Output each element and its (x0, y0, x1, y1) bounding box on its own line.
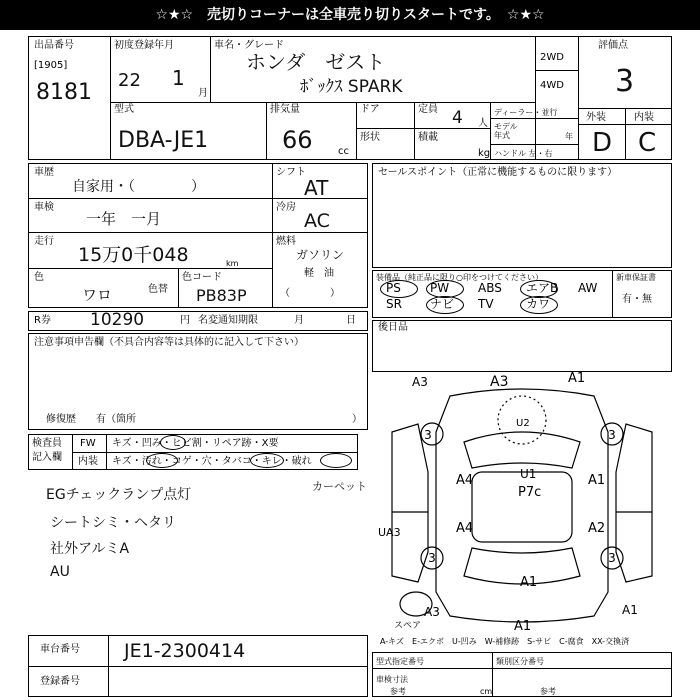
name-change-day: 日 (346, 315, 356, 326)
exterior-grade: D (592, 128, 613, 158)
shape-label: 形状 (360, 132, 380, 143)
fuel-paren: （ ） (280, 288, 340, 299)
recycle-value: 10290 (90, 310, 145, 330)
doors-label: ドア (360, 104, 380, 115)
equipment-item: PW (430, 281, 450, 295)
capacity-value: 4 (452, 108, 463, 128)
fw-items: キズ・凹み・ヒビ割・リペア跡・X要 (112, 438, 279, 449)
notes-label: 注意事項申告欄（不具合内容等は具体的に記入して下さい） (34, 337, 304, 348)
mileage-unit: km (226, 259, 239, 268)
circle-mark (520, 296, 558, 314)
color-value: ワロ (82, 286, 113, 304)
new-warranty-label: 新車保証書 (616, 273, 656, 282)
mark-a3-top: A3 (490, 374, 509, 390)
ac-label: 冷房 (276, 202, 296, 213)
note-line-4: AU (50, 564, 70, 580)
ref-2: 参考 (540, 687, 556, 696)
note-line-1: EGチェックランプ点灯 (46, 487, 192, 503)
equipment-item: SR (386, 297, 402, 311)
registration-label: 初度登録年月 (114, 40, 174, 51)
mark-a3-bottom: A3 (424, 605, 440, 619)
name-change-label: 名変通知期限 (198, 315, 258, 326)
shift-value: AT (304, 176, 329, 200)
circle-mark (320, 453, 352, 468)
mark-ua3: UA3 (378, 526, 401, 539)
type-designation-label: 型式指定番号 (376, 657, 424, 666)
mark-a1-bottom: A1 (514, 619, 532, 634)
fuel-label: 燃料 (276, 236, 296, 247)
dealer-notes-box (372, 320, 672, 372)
car-damage-diagram (372, 372, 672, 634)
load-unit: kg (478, 148, 491, 159)
ref-1: 参考 (390, 687, 406, 696)
color-code-label: 色コード (182, 272, 222, 283)
fuel-gas: ガソリン (296, 248, 345, 262)
mark-3-rl: 3 (428, 551, 436, 565)
circle-mark (160, 435, 186, 450)
equipment-item: ABS (478, 281, 502, 295)
interior-grade: C (638, 128, 657, 158)
mark-a4-left: A4 (456, 473, 474, 488)
car-name-label: 車名・グレード (214, 40, 284, 51)
mark-a2: A2 (588, 521, 606, 536)
equipment-item: カワ (526, 297, 551, 311)
mark-a1-right: A1 (588, 473, 606, 488)
mark-a1-br: A1 (622, 603, 638, 617)
drive-4wd: 4WD (540, 80, 564, 91)
recycle-label: R券 (34, 315, 51, 326)
model-year-label: モデル 年式 (494, 122, 518, 140)
color-code-value: PB83P (196, 286, 247, 305)
mark-a1-rear: A1 (520, 575, 538, 590)
equipment-item: エアB (526, 281, 559, 295)
score-label: 評価点 (598, 40, 628, 51)
circle-mark (426, 296, 464, 314)
color-label: 色 (34, 272, 44, 283)
score-value: 3 (615, 64, 635, 99)
mileage-value: 15万0千048 (78, 244, 189, 266)
registration-month-unit: 月 (198, 88, 208, 99)
color-change-label: 色替 (148, 284, 168, 295)
circle-mark (250, 453, 284, 468)
inspection-label: 車検 (34, 202, 54, 213)
capacity-label: 定員 (418, 104, 438, 115)
mark-p7c: P7c (518, 485, 542, 500)
mark-u2: U2 (516, 418, 530, 429)
chassis-value: JE1-2300414 (124, 640, 246, 662)
drive-2wd: 2WD (540, 52, 564, 63)
interior-grade-label: 内装 (634, 112, 654, 123)
equipment-item: ナビ (430, 297, 455, 311)
car-name-line1: ホンダ ゼスト (246, 50, 386, 74)
mark-a4-lower: A4 (456, 521, 474, 536)
interior-items: キズ・汚れ・コゲ・穴・タバコ・キレ・破れ (112, 456, 312, 467)
capacity-unit: 人 (478, 118, 488, 129)
equipment-label: 装備品（純正品に限り○印をつけてください） (376, 273, 543, 282)
note-line-2: シートシミ・ヘタリ (50, 515, 176, 531)
equipment-item: AW (578, 281, 598, 295)
lot-number-label: 出品番号 (34, 40, 74, 51)
displacement-unit: cc (338, 146, 349, 157)
exterior-grade-label: 外装 (586, 112, 606, 123)
displacement-label: 排気量 (270, 104, 300, 115)
dimensions-label: 車検寸法 (376, 675, 408, 684)
registration-year: 22 (118, 70, 141, 91)
note-line-3: 社外アルミA (50, 541, 130, 557)
warranty-value: 有・無 (622, 294, 652, 305)
category-number-label: 類別区分番号 (496, 657, 544, 666)
ac-value: AC (304, 210, 330, 232)
lot-number: 8181 (36, 80, 92, 105)
model-label: 型式 (114, 104, 134, 115)
auction-banner: ☆★☆ 売切りコーナーは全車売り切りスタートです。 ☆★☆ (0, 0, 700, 30)
displacement-value: 66 (282, 126, 313, 154)
repair-history: 修復歴 有（箇所 (46, 414, 136, 425)
car-name-line2: ﾎﾞｯｸｽ SPARK (300, 77, 403, 97)
mileage-label: 走行 (34, 236, 54, 247)
sales-point-label: セールスポイント（正常に機能するものに限ります） (378, 167, 618, 178)
registration-month: 1 (172, 66, 185, 90)
mark-a1-top: A1 (568, 372, 586, 386)
repair-close-paren: ） (352, 414, 362, 425)
carpet-note: カーペット (312, 480, 367, 493)
interior-label: 内装 (78, 456, 98, 467)
shift-label: シフト (276, 167, 306, 178)
registration-number-label: 登録番号 (40, 676, 80, 687)
handle-label: ハンドル 左・右 (494, 149, 553, 158)
circle-mark (380, 280, 418, 298)
mark-u1: U1 (520, 467, 537, 481)
sales-point-box (372, 163, 672, 268)
load-label: 積載 (418, 132, 438, 143)
fw-label: FW (80, 438, 96, 449)
dealer-label: ディーラー・並行 (494, 108, 558, 117)
equipment-item: PS (386, 281, 401, 295)
recycle-unit: 円 (180, 315, 190, 326)
mark-3-rr: 3 (608, 551, 616, 565)
name-change-month: 月 (294, 315, 304, 326)
inspector-label: 検査員 記入欄 (32, 438, 62, 463)
history-label: 車歴 (34, 167, 54, 178)
mark-3-fl: 3 (424, 428, 432, 442)
history-value: 自家用・（ ） (72, 179, 205, 195)
fuel-diesel: 軽 油 (304, 268, 334, 279)
cm-unit: cm (480, 687, 493, 696)
equipment-item: TV (478, 297, 494, 311)
inspection-value: 一年 一月 (86, 210, 162, 228)
damage-legend: A-キズ E-エクボ U-凹み W-補修跡 S-サビ C-腐食 XX-交換済 (380, 637, 630, 646)
spare-label: スペア (394, 621, 422, 631)
mark-3-fr: 3 (608, 428, 616, 442)
lot-code: [1905] (34, 60, 68, 71)
chassis-label: 車台番号 (40, 644, 80, 655)
model-value: DBA-JE1 (118, 128, 209, 153)
model-year-unit: 年 (565, 132, 573, 141)
mark-a3-top-left: A3 (412, 375, 428, 389)
circle-mark (146, 453, 178, 468)
dealer-notes-label: 後日品 (378, 322, 408, 333)
